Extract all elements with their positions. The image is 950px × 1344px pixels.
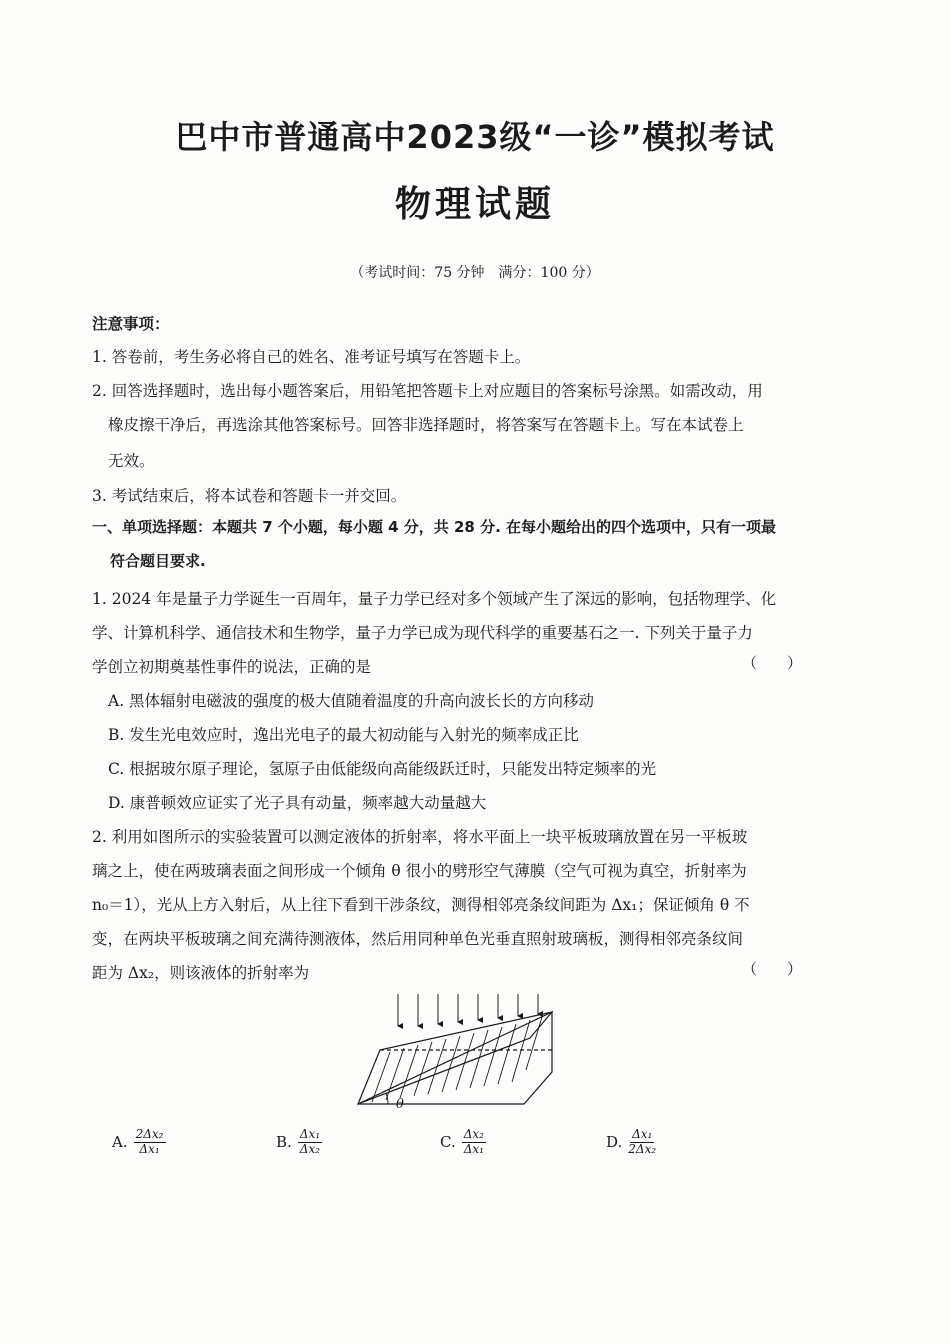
q1-stem-line-2: 学、计算机科学、通信技术和生物学，量子力学已成为现代科学的重要基石之一. 下列关于量子力 xyxy=(92,624,753,642)
q1-option-c: C. 根据玻尔原子理论，氢原子由低能级向高能级跃迁时，只能发出特定频率的光 xyxy=(108,760,657,778)
subject-title: 物理试题 xyxy=(394,184,555,225)
incident-light-rays xyxy=(398,994,538,1026)
q2-answer-parentheses: （ ） xyxy=(742,960,803,978)
q2-stem-line-2: 璃之上，使在两玻璃表面之间形成一个倾角 θ 很小的劈形空气薄膜（空气可视为真空，折射率为 xyxy=(92,862,747,880)
notice-heading: 注意事项： xyxy=(92,315,170,333)
q1-stem-line-3: 学创立初期奠基性事件的说法，正确的是 xyxy=(92,658,372,676)
section-1-heading: 一、单项选择题：本题共 7 个小题，每小题 4 分，共 28 分. 在每小题给出的四个选项中，只有一项最 xyxy=(92,518,777,536)
q2-option-c xyxy=(440,1128,486,1157)
notice-item-2-line-3: 无效。 xyxy=(108,452,155,470)
q1-option-b: B. 发生光电效应时，逸出光电子的最大初动能与入射光的频率成正比 xyxy=(108,726,579,744)
q2-stem-line-4: 变，在两块平板玻璃之间充满待测液体，然后用同种单色光垂直照射玻璃板，测得相邻亮条纹间 xyxy=(92,930,744,948)
exam-title: 巴中市普通高中2023级“一诊”模拟考试 xyxy=(175,118,775,156)
notice-item-3: 3. 考试结束后，将本试卷和答题卡一并交回。 xyxy=(92,487,407,505)
q2-option-d-numerator: Δx₁ xyxy=(632,1127,653,1141)
q2-option-a xyxy=(112,1128,166,1157)
q2-option-b-label: B. xyxy=(276,1133,292,1152)
q2-option-b-numerator: Δx₁ xyxy=(299,1127,321,1141)
wedge-interference-figure xyxy=(352,990,562,1112)
q1-stem-line-1: 1. 2024 年是量子力学诞生一百周年，量子力学已经对多个领域产生了深远的影响，包括物理学、化 xyxy=(92,590,777,608)
q2-option-b-denominator: Δx₂ xyxy=(299,1141,321,1156)
q2-option-a-numerator: 2Δx₂ xyxy=(135,1127,164,1141)
q2-option-d-label: D. xyxy=(606,1133,623,1152)
section-1-heading-cont: 符合题目要求. xyxy=(110,552,206,570)
exam-info: （考试时间：75 分钟 满分：100 分） xyxy=(350,265,600,281)
notice-item-2-line-1: 2. 回答选择题时，选出每小题答案后，用铅笔把答题卡上对应题目的答案标号涂黑。如需改动，用 xyxy=(92,382,763,400)
q2-option-d xyxy=(606,1128,656,1157)
q1-answer-parentheses: （ ） xyxy=(742,654,803,672)
q2-option-b xyxy=(276,1128,322,1157)
q2-stem-line-3: n₀＝1），光从上方入射后，从上往下看到干涉条纹，测得相邻亮条纹间距为 Δx₁；保证倾角 θ 不 xyxy=(92,896,750,914)
notice-item-2-line-2: 橡皮擦干净后，再选涂其他答案标号。回答非选择题时，将答案写在答题卡上。写在本试卷上 xyxy=(108,416,744,434)
theta-label: θ xyxy=(396,1097,404,1112)
q1-option-a: A. 黑体辐射电磁波的强度的极大值随着温度的升高向波长长的方向移动 xyxy=(108,692,595,710)
notice-item-1: 1. 答卷前，考生务必将自己的姓名、准考证号填写在答题卡上。 xyxy=(92,348,531,366)
q2-option-a-label: A. xyxy=(112,1133,128,1152)
q2-stem-line-1: 2. 利用如图所示的实验装置可以测定液体的折射率，将水平面上一块平板玻璃放置在另一平板玻 xyxy=(92,828,748,846)
q2-stem-line-5: 距为 Δx₂，则该液体的折射率为 xyxy=(92,964,310,982)
q2-option-c-numerator: Δx₂ xyxy=(463,1127,484,1141)
q2-option-c-label: C. xyxy=(440,1133,456,1152)
q2-option-d-denominator: 2Δx₂ xyxy=(628,1141,657,1156)
wedge-outline xyxy=(358,1012,552,1104)
q2-option-a-denominator: Δx₁ xyxy=(139,1141,160,1156)
q1-option-d: D. 康普顿效应证实了光子具有动量，频率越大动量越大 xyxy=(108,794,487,812)
q2-option-c-denominator: Δx₁ xyxy=(463,1141,484,1156)
